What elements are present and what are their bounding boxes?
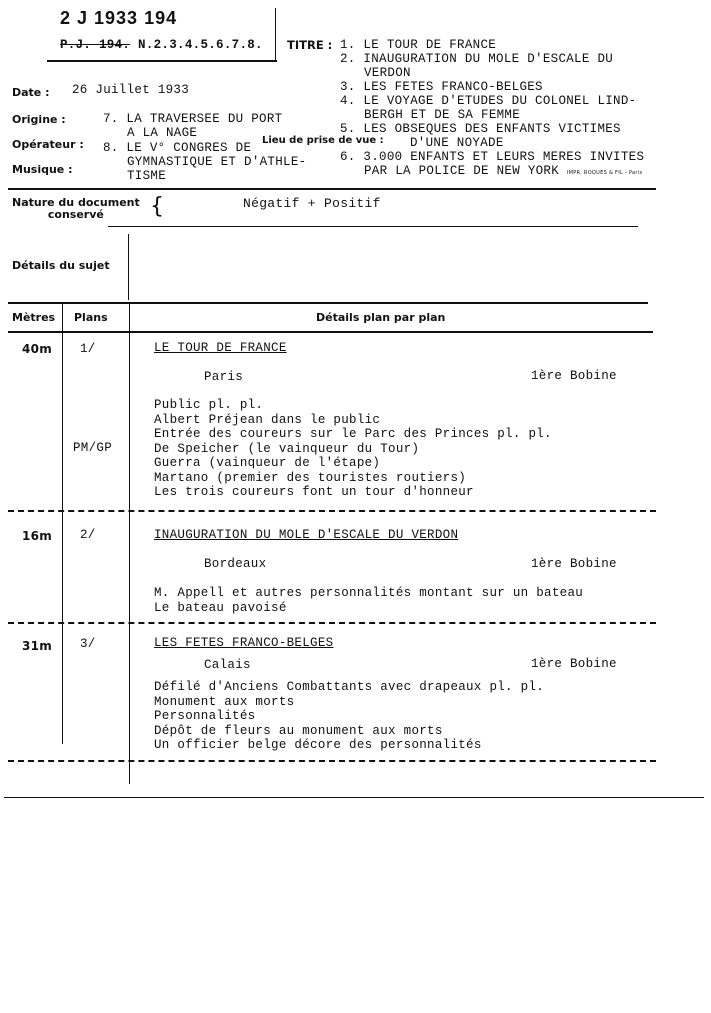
ref-box-border [275, 8, 276, 61]
list-item: Défilé d'Anciens Combattants avec drapeaux pl. pl. [154, 680, 545, 694]
ref-old: P.J. 194. N.2.3.4.5.6.7.8. [60, 38, 263, 52]
row3-location: Calais [204, 658, 251, 672]
row3-lines [154, 680, 544, 753]
col-divider-1 [62, 304, 63, 744]
title-item-6: 6. 3.000 ENFANTS ET LEURS MERES INVITES [340, 150, 645, 164]
row1-location: Paris [204, 370, 244, 384]
nature-value: Négatif + Positif [243, 196, 381, 211]
row2-bobine: 1ère Bobine [531, 557, 617, 571]
row1-bobine: 1ère Bobine [531, 369, 617, 383]
row1-metres: 40m [22, 342, 53, 356]
row1-plan-note: PM/GP [73, 441, 113, 455]
row1-divider [8, 510, 656, 512]
title-item-5: 5. LES OBSEQUES DES ENFANTS VICTIMES [340, 122, 621, 136]
title-item-6-cont: PAR LA POLICE DE NEW YORK IMPR. ROQUES & FIL - Paris [364, 164, 643, 178]
nature-label: Nature du document conservé [12, 196, 140, 221]
item-8: 8. LE V° CONGRES DE GYMNASTIQUE ET D'ATHLE- TISME [103, 141, 307, 183]
page-edge-line [4, 797, 704, 798]
row2-location: Bordeaux [204, 557, 267, 571]
title-item-5-cont: D'UNE NOYADE [410, 136, 504, 150]
separator-1 [8, 188, 656, 190]
row2-plan: 2/ [80, 528, 96, 542]
table-header-line [8, 331, 653, 333]
lieu-label: Lieu de prise de vue : [262, 135, 384, 146]
item-7: 7. LA TRAVERSEE DU PORT A LA NAGE [103, 112, 283, 140]
row2-divider [8, 622, 656, 624]
row2-metres: 16m [22, 529, 53, 543]
list-item: Monument aux morts [154, 694, 295, 709]
row3-title: LES FETES FRANCO-BELGES [154, 636, 334, 650]
col-divider-2 [129, 304, 130, 784]
row3-plan: 3/ [80, 637, 96, 651]
operateur-label: Opérateur : [12, 138, 84, 151]
list-item: M. Appell et autres personnalités montant sur un bateau [154, 586, 584, 600]
col-metres: Mètres [12, 311, 56, 324]
musique-label: Musique : [12, 163, 73, 176]
ref-handwritten: 2 J 1933 194 [60, 8, 178, 28]
row2-lines [154, 586, 583, 615]
title-item-3: 3. LES FETES FRANCO-BELGES [340, 80, 543, 94]
details-sujet-bracket [128, 234, 129, 300]
ref-box-bottom [47, 60, 277, 62]
list-item: Guerra (vainqueur de l'étape) [154, 456, 381, 470]
separator-2 [108, 226, 638, 227]
nature-brace: { [150, 194, 164, 219]
title-item-4: 4. LE VOYAGE D'ETUDES DU COLONEL LIND- [340, 94, 637, 108]
list-item: Entrée des coureurs sur le Parc des Princes pl. pl. [154, 427, 552, 441]
ref-numbers: N.2.3.4.5.6.7.8. [138, 38, 263, 52]
col-plans: Plans [74, 311, 108, 324]
title-item-1: 1. LE TOUR DE FRANCE [340, 38, 497, 52]
row2-title: INAUGURATION DU MOLE D'ESCALE DU VERDON [154, 528, 459, 542]
titre-label: TITRE : [287, 38, 333, 52]
origine-label: Origine : [12, 113, 66, 126]
list-item: Personnalités [154, 709, 256, 723]
list-item: De Speicher (le vainqueur du Tour) [154, 441, 420, 456]
row1-plan: 1/ [80, 342, 96, 356]
list-item: Martano (premier des touristes routiers) [154, 470, 467, 485]
row1-title: LE TOUR DE FRANCE [154, 341, 287, 355]
date-value: 26 Juillet 1933 [72, 83, 190, 97]
title-item-2-cont: VERDON [364, 66, 411, 80]
row3-divider [8, 760, 656, 762]
row3-metres: 31m [22, 639, 53, 653]
details-sujet-label: Détails du sujet [12, 259, 110, 272]
list-item: Dépôt de fleurs au monument aux morts [154, 723, 443, 738]
title-item-4-cont: BERGH ET DE SA FEMME [364, 108, 521, 122]
title-item-2: 2. INAUGURATION DU MOLE D'ESCALE DU [340, 52, 614, 66]
list-item: Un officier belge décore des personnalités [154, 738, 482, 752]
row3-bobine: 1ère Bobine [531, 657, 617, 671]
list-item: Le bateau pavoisé [154, 600, 287, 615]
col-details: Détails plan par plan [316, 311, 446, 324]
date-label: Date : [12, 86, 50, 99]
titles-list [340, 38, 644, 180]
list-item: Albert Préjean dans le public [154, 412, 381, 427]
list-item: Public pl. pl. [154, 398, 264, 412]
printer-mark: IMPR. ROQUES & FIL - Paris [566, 170, 643, 176]
list-item: Les trois coureurs font un tour d'honneur [154, 485, 474, 499]
table-top-line [8, 302, 648, 304]
row1-lines [154, 398, 552, 500]
